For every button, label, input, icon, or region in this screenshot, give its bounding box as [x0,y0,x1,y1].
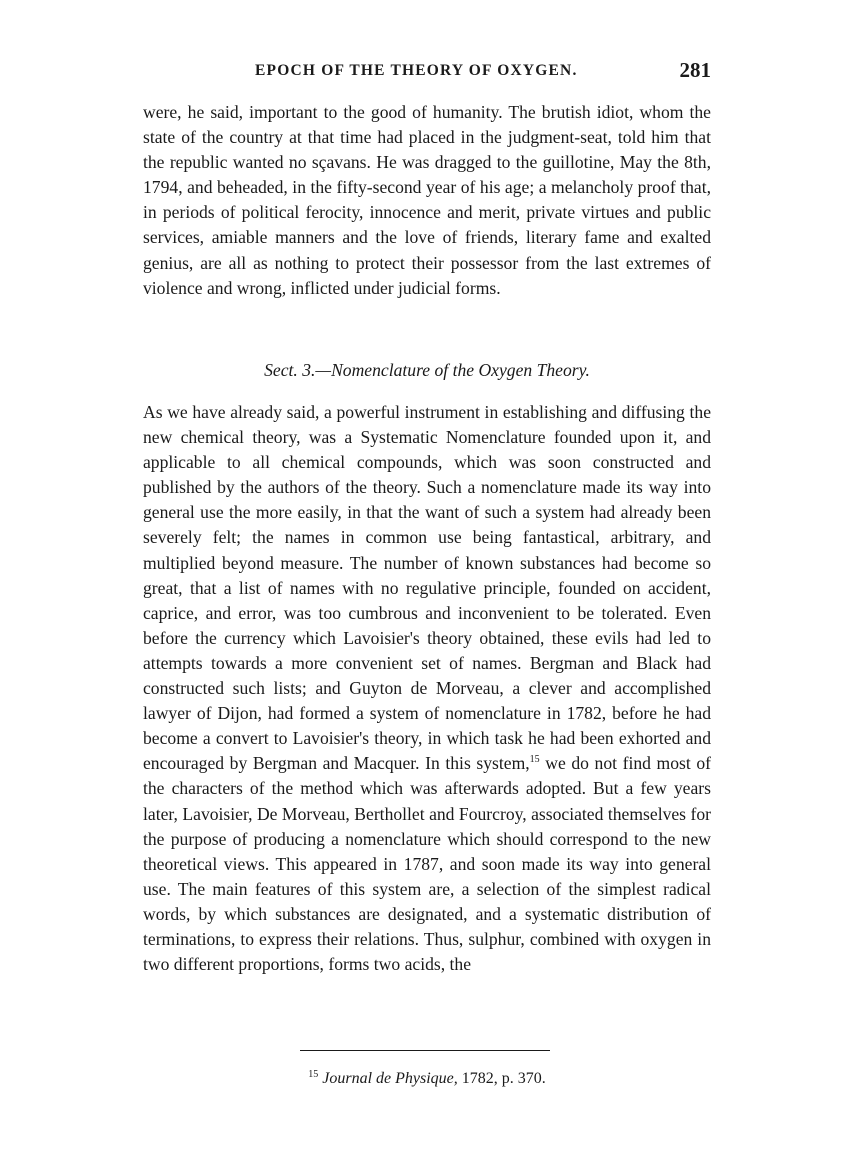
paragraph-text-part-2: we do not find most of the characters of the method which was afterwards adopted. But a few years later, Lavoisier, De Morveau, Berthollet and Fourcroy, associated themselves for the purpose of producing a nomenclature which should correspond to the new theoretical views. This appeared in 1787, and soon made its way into general use. The main features of this system are, a selection of the simplest radical words, by which substances are designated, and a systematic distribution of terminations, to express their relations. Thus, sulphur, combined with oxygen in two different proportions, forms two acids, the [143,753,711,975]
paragraph-text: were, he said, important to the good of humanity. The brutish idiot, whom the state of the country at that time had placed in the judgment-seat, told him that the republic wanted no sçavans. He was dragged to the guillotine, May the 8th, 1794, and beheaded, in the fifty-second year of his age; a melancholy proof that, in periods of political ferocity, innocence and merit, private virtues and public services, amiable manners and the love of friends, literary fame and exalted genius, are all as nothing to protect their possessor from the last extremes of violence and wrong, inflicted under judicial forms. [143,102,711,298]
paragraph-text-part-1: As we have already said, a powerful instrument in establishing and diffusing the new chemical theory, was a Systematic Nomenclature founded upon it, and applicable to all chemical compounds, which was soon constructed and published by the authors of the theory. Such a nomenclature made its way into general use the more easily, in that the want of such a system had already been severely felt; the names in common use being fantastical, arbitrary, and multiplied beyond measure. The number of known substances had become so great, that a list of names with no regulative principle, founded on accident, caprice, and error, was too cumbrous and inconvenient to be tolerated. Even before the currency which Lavoisier's theory obtained, these evils had led to attempts towards a more convenient set of names. Bergman and Black had constructed such lists; and Guyton de Morveau, a clever and accomplished lawyer of Dijon, had formed a system of nomenclature in 1782, before he had become a convert to Lavoisier's theory, in which task he had been exhorted and encouraged by Bergman and Macquer. In this system, [143,402,711,774]
footnote [143,1070,711,1088]
paragraph-continued [143,100,711,301]
paragraph-text [143,400,711,977]
footnote-reference[interactable]: 15 [529,754,540,766]
footnote-divider [300,1050,550,1051]
footnote-number: 15 [308,1068,319,1080]
footnote-citation: 1782, p. 370. [457,1070,546,1087]
page-number: 281 [679,58,711,82]
running-head [143,58,711,88]
paragraph-nomenclature [143,400,711,977]
footnote-journal-title: Journal de Physique, [322,1070,458,1087]
running-title: EPOCH OF THE THEORY OF OXYGEN. [255,62,578,79]
section-heading: Sect. 3.—Nomenclature of the Oxygen Theory. [264,360,590,380]
